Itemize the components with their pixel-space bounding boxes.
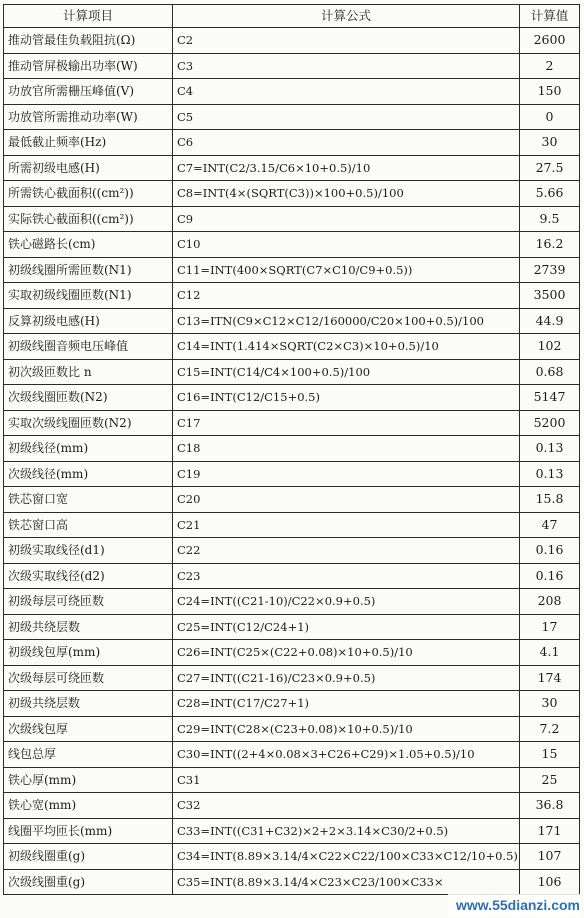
row-item: 初次级匝数比 n xyxy=(4,359,173,385)
row-value: 0.68 xyxy=(520,359,580,385)
row-formula: C10 xyxy=(173,232,520,258)
row-formula: C14=INT(1.414×SQRT(C2×C3)×10+0.5)/10 xyxy=(173,334,520,360)
row-item: 实取次级线圈匝数(N2) xyxy=(4,410,173,436)
row-value: 2 xyxy=(520,53,580,79)
header-item: 计算项目 xyxy=(4,5,173,28)
row-item: 铁心宽(mm) xyxy=(4,793,173,819)
row-formula: C29=INT(C28×(C23+0.08)×10+0.5)/10 xyxy=(173,716,520,742)
row-item: 次级线圈匝数(N2) xyxy=(4,385,173,411)
row-value: 5147 xyxy=(520,385,580,411)
row-value: 44.9 xyxy=(520,308,580,334)
row-item: 线包总厚 xyxy=(4,742,173,768)
row-item: 次级线包厚 xyxy=(4,716,173,742)
calculation-table xyxy=(3,4,580,895)
row-item: 初级线圈音频电压峰值 xyxy=(4,334,173,360)
row-value: 174 xyxy=(520,665,580,691)
table-row xyxy=(4,308,580,334)
table-row xyxy=(4,232,580,258)
row-value: 17 xyxy=(520,614,580,640)
table-row xyxy=(4,206,580,232)
row-item: 推动管屏极输出功率(W) xyxy=(4,53,173,79)
row-formula: C5 xyxy=(173,104,520,130)
row-value: 2600 xyxy=(520,28,580,54)
header-value: 计算值 xyxy=(520,5,580,28)
row-item: 线圈平均匝长(mm) xyxy=(4,818,173,844)
row-formula: C12 xyxy=(173,283,520,309)
row-value: 16.2 xyxy=(520,232,580,258)
row-item: 实取初级线圈匝数(N1) xyxy=(4,283,173,309)
row-formula: C26=INT(C25×(C22+0.08)×10+0.5)/10 xyxy=(173,640,520,666)
table-row xyxy=(4,589,580,615)
row-formula: C9 xyxy=(173,206,520,232)
table-row xyxy=(4,767,580,793)
row-value: 3500 xyxy=(520,283,580,309)
row-item: 推动管最佳负载阻抗(Ω) xyxy=(4,28,173,54)
row-value: 5200 xyxy=(520,410,580,436)
row-value: 9.5 xyxy=(520,206,580,232)
row-item: 所需铁心截面积((cm²)) xyxy=(4,181,173,207)
table-row xyxy=(4,793,580,819)
row-value: 208 xyxy=(520,589,580,615)
row-item: 次级实取线径(d2) xyxy=(4,563,173,589)
row-value: 0.16 xyxy=(520,538,580,564)
table-row xyxy=(4,487,580,513)
row-item: 初级共绕层数 xyxy=(4,691,173,717)
table-row xyxy=(4,104,580,130)
table-row xyxy=(4,742,580,768)
table-row xyxy=(4,257,580,283)
site-watermark: www.55dianzi.com xyxy=(448,894,580,916)
row-formula: C20 xyxy=(173,487,520,513)
row-value: 171 xyxy=(520,818,580,844)
row-formula: C23 xyxy=(173,563,520,589)
row-formula: C15=INT(C14/C4×100+0.5)/100 xyxy=(173,359,520,385)
table-row xyxy=(4,665,580,691)
table-row xyxy=(4,844,580,870)
row-formula: C3 xyxy=(173,53,520,79)
row-item: 次级每层可绕匝数 xyxy=(4,665,173,691)
row-item: 铁心磁路长(cm) xyxy=(4,232,173,258)
row-value: 2739 xyxy=(520,257,580,283)
row-value: 0.13 xyxy=(520,436,580,462)
row-item: 铁心厚(mm) xyxy=(4,767,173,793)
table-row xyxy=(4,614,580,640)
row-item: 次级线径(mm) xyxy=(4,461,173,487)
row-value: 150 xyxy=(520,79,580,105)
row-formula: C7=INT(C2/3.15/C6×10+0.5)/10 xyxy=(173,155,520,181)
row-item: 次级线圈重(g) xyxy=(4,869,173,895)
row-formula: C16=INT(C12/C15+0.5) xyxy=(173,385,520,411)
row-item: 初级实取线径(d1) xyxy=(4,538,173,564)
row-item: 初级线圈重(g) xyxy=(4,844,173,870)
row-formula: C19 xyxy=(173,461,520,487)
table-row xyxy=(4,869,580,895)
table-header-row xyxy=(4,5,580,28)
table-row xyxy=(4,181,580,207)
row-value: 102 xyxy=(520,334,580,360)
table-row xyxy=(4,410,580,436)
table-row xyxy=(4,334,580,360)
row-formula: C31 xyxy=(173,767,520,793)
table-row xyxy=(4,512,580,538)
row-value: 5.66 xyxy=(520,181,580,207)
row-item: 初级线径(mm) xyxy=(4,436,173,462)
row-item: 功放官所需栅压峰值(V) xyxy=(4,79,173,105)
row-value: 15.8 xyxy=(520,487,580,513)
table-row xyxy=(4,461,580,487)
row-value: 0.16 xyxy=(520,563,580,589)
row-formula: C6 xyxy=(173,130,520,156)
row-value: 4.1 xyxy=(520,640,580,666)
row-formula: C33=INT((C31+C32)×2+2×3.14×C30/2+0.5) xyxy=(173,818,520,844)
row-formula: C4 xyxy=(173,79,520,105)
row-formula: C35=INT(8.89×3.14/4×C23×C23/100×C33× xyxy=(173,869,520,895)
table-row xyxy=(4,130,580,156)
row-item: 铁芯窗口宽 xyxy=(4,487,173,513)
row-formula: C28=INT(C17/C27+1) xyxy=(173,691,520,717)
row-value: 30 xyxy=(520,130,580,156)
table-row xyxy=(4,385,580,411)
row-item: 初级每层可绕匝数 xyxy=(4,589,173,615)
row-formula: C24=INT((C21-10)/C22×0.9+0.5) xyxy=(173,589,520,615)
table-row xyxy=(4,640,580,666)
table-row xyxy=(4,53,580,79)
row-formula: C25=INT(C12/C24+1) xyxy=(173,614,520,640)
row-formula: C18 xyxy=(173,436,520,462)
table-row xyxy=(4,283,580,309)
row-item: 反算初级电感(H) xyxy=(4,308,173,334)
row-item: 铁芯窗口高 xyxy=(4,512,173,538)
table-row xyxy=(4,436,580,462)
table-row xyxy=(4,716,580,742)
row-formula: C17 xyxy=(173,410,520,436)
row-formula: C32 xyxy=(173,793,520,819)
row-value: 25 xyxy=(520,767,580,793)
row-item: 最低截止频率(Hz) xyxy=(4,130,173,156)
row-value: 30 xyxy=(520,691,580,717)
table-row xyxy=(4,28,580,54)
row-value: 36.8 xyxy=(520,793,580,819)
row-formula: C22 xyxy=(173,538,520,564)
row-value: 106 xyxy=(520,869,580,895)
header-formula: 计算公式 xyxy=(173,5,520,28)
table-row xyxy=(4,359,580,385)
row-value: 7.2 xyxy=(520,716,580,742)
row-formula: C11=INT(400×SQRT(C7×C10/C9+0.5)) xyxy=(173,257,520,283)
table-row xyxy=(4,538,580,564)
table-row xyxy=(4,691,580,717)
row-item: 实际铁心截面积((cm²)) xyxy=(4,206,173,232)
table-row xyxy=(4,79,580,105)
row-item: 功放管所需推动功率(W) xyxy=(4,104,173,130)
row-formula: C13=ITN(C9×C12×C12/160000/C20×100+0.5)/100 xyxy=(173,308,520,334)
row-item: 初级线包厚(mm) xyxy=(4,640,173,666)
row-value: 107 xyxy=(520,844,580,870)
table-row xyxy=(4,155,580,181)
row-value: 47 xyxy=(520,512,580,538)
row-item: 所需初级电感(H) xyxy=(4,155,173,181)
table-body xyxy=(4,28,580,895)
row-item: 初级线圈所需匝数(N1) xyxy=(4,257,173,283)
table-row xyxy=(4,563,580,589)
row-formula: C27=INT((C21-16)/C23×0.9+0.5) xyxy=(173,665,520,691)
row-value: 0.13 xyxy=(520,461,580,487)
row-formula: C34=INT(8.89×3.14/4×C22×C22/100×C33×C12/10+0.5) xyxy=(173,844,520,870)
row-value: 15 xyxy=(520,742,580,768)
row-value: 27.5 xyxy=(520,155,580,181)
row-item: 初级共绕层数 xyxy=(4,614,173,640)
row-formula: C30=INT((2+4×0.08×3+C26+C29)×1.05+0.5)/10 xyxy=(173,742,520,768)
row-formula: C8=INT(4×(SQRT(C3))×100+0.5)/100 xyxy=(173,181,520,207)
row-formula: C21 xyxy=(173,512,520,538)
table-row xyxy=(4,818,580,844)
row-value: 0 xyxy=(520,104,580,130)
row-formula: C2 xyxy=(173,28,520,54)
